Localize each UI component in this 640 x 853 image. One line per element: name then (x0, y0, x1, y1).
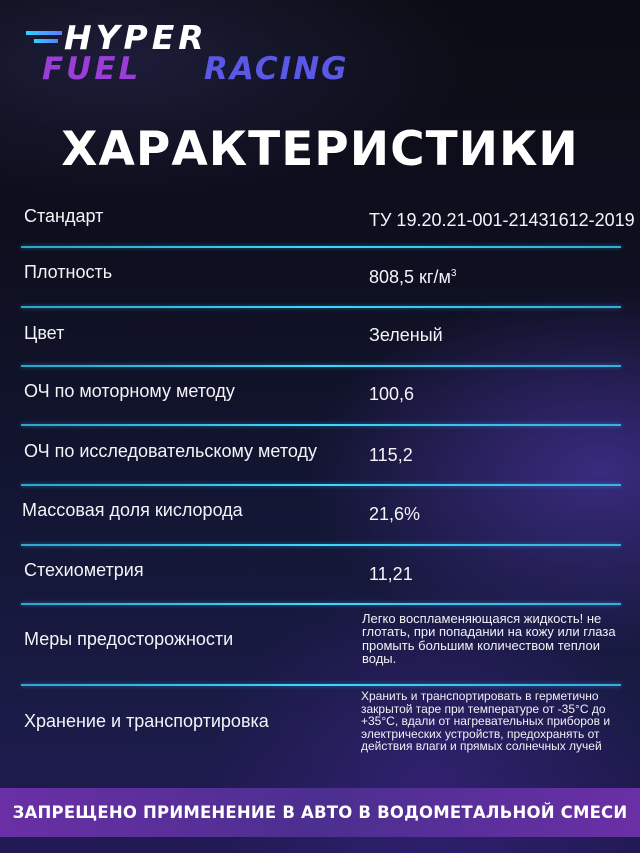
spec-value (369, 267, 456, 288)
row-divider (21, 484, 621, 486)
row-divider (21, 544, 621, 546)
spec-label: Стехиометрия (24, 560, 144, 580)
logo-hyper-text: HYPER (64, 18, 208, 57)
spec-value-text: 808,5 кг/м (369, 267, 451, 287)
row-divider (21, 424, 621, 426)
logo-speed-stripe (34, 39, 58, 43)
row-divider (21, 365, 621, 367)
unit-superscript: 3 (450, 268, 457, 279)
spec-note: Хранить и транспортировать в герметично закрытой таре при температуре от -35°С до +35°С, вдали от нагревательных приборов и электрических устройств, предохранять от действия влаги и прямых солнечных лучей (361, 689, 611, 754)
spec-value: Зеленый (369, 325, 443, 345)
row-divider (21, 684, 621, 686)
spec-value: ТУ 19.20.21-001-21431612-2019 (369, 210, 635, 230)
row-divider (21, 603, 621, 605)
logo-speed-stripe (26, 31, 62, 35)
spec-label: ОЧ по моторному методу (24, 381, 235, 401)
spec-value: 21,6% (369, 504, 421, 524)
spec-label: Хранение и транспортировка (24, 711, 269, 731)
spec-value: 11,21 (369, 564, 413, 584)
warning-banner (0, 788, 640, 837)
spec-label: ОЧ по исследовательскому методу (24, 441, 317, 461)
logo-fuel-text: FUEL (42, 51, 142, 87)
row-divider (21, 246, 621, 248)
spec-value: 115,2 (369, 445, 413, 465)
warning-banner-text: ЗАПРЕЩЕНО ПРИМЕНЕНИЕ В АВТО В ВОДОМЕТАЛЬНОЙ СМЕСИ (12, 803, 628, 822)
logo-racing-text: RACING (204, 51, 349, 87)
spec-label: Стандарт (24, 206, 104, 226)
brand-logo (24, 18, 354, 88)
spec-note: Легко воспламеняющаяся жидкость! не глотать, при попадании на кожу или глаза промыть большим количеством теплои воды. (362, 611, 616, 667)
page-title: ХАРАКТЕРИСТИКИ (61, 122, 579, 177)
spec-label: Плотность (24, 262, 113, 282)
spec-value: 100,6 (369, 384, 415, 404)
spec-label: Массовая доля кислорода (22, 500, 243, 520)
spec-label: Меры предосторожности (24, 629, 234, 649)
row-divider (21, 306, 621, 308)
spec-label: Цвет (24, 323, 65, 343)
